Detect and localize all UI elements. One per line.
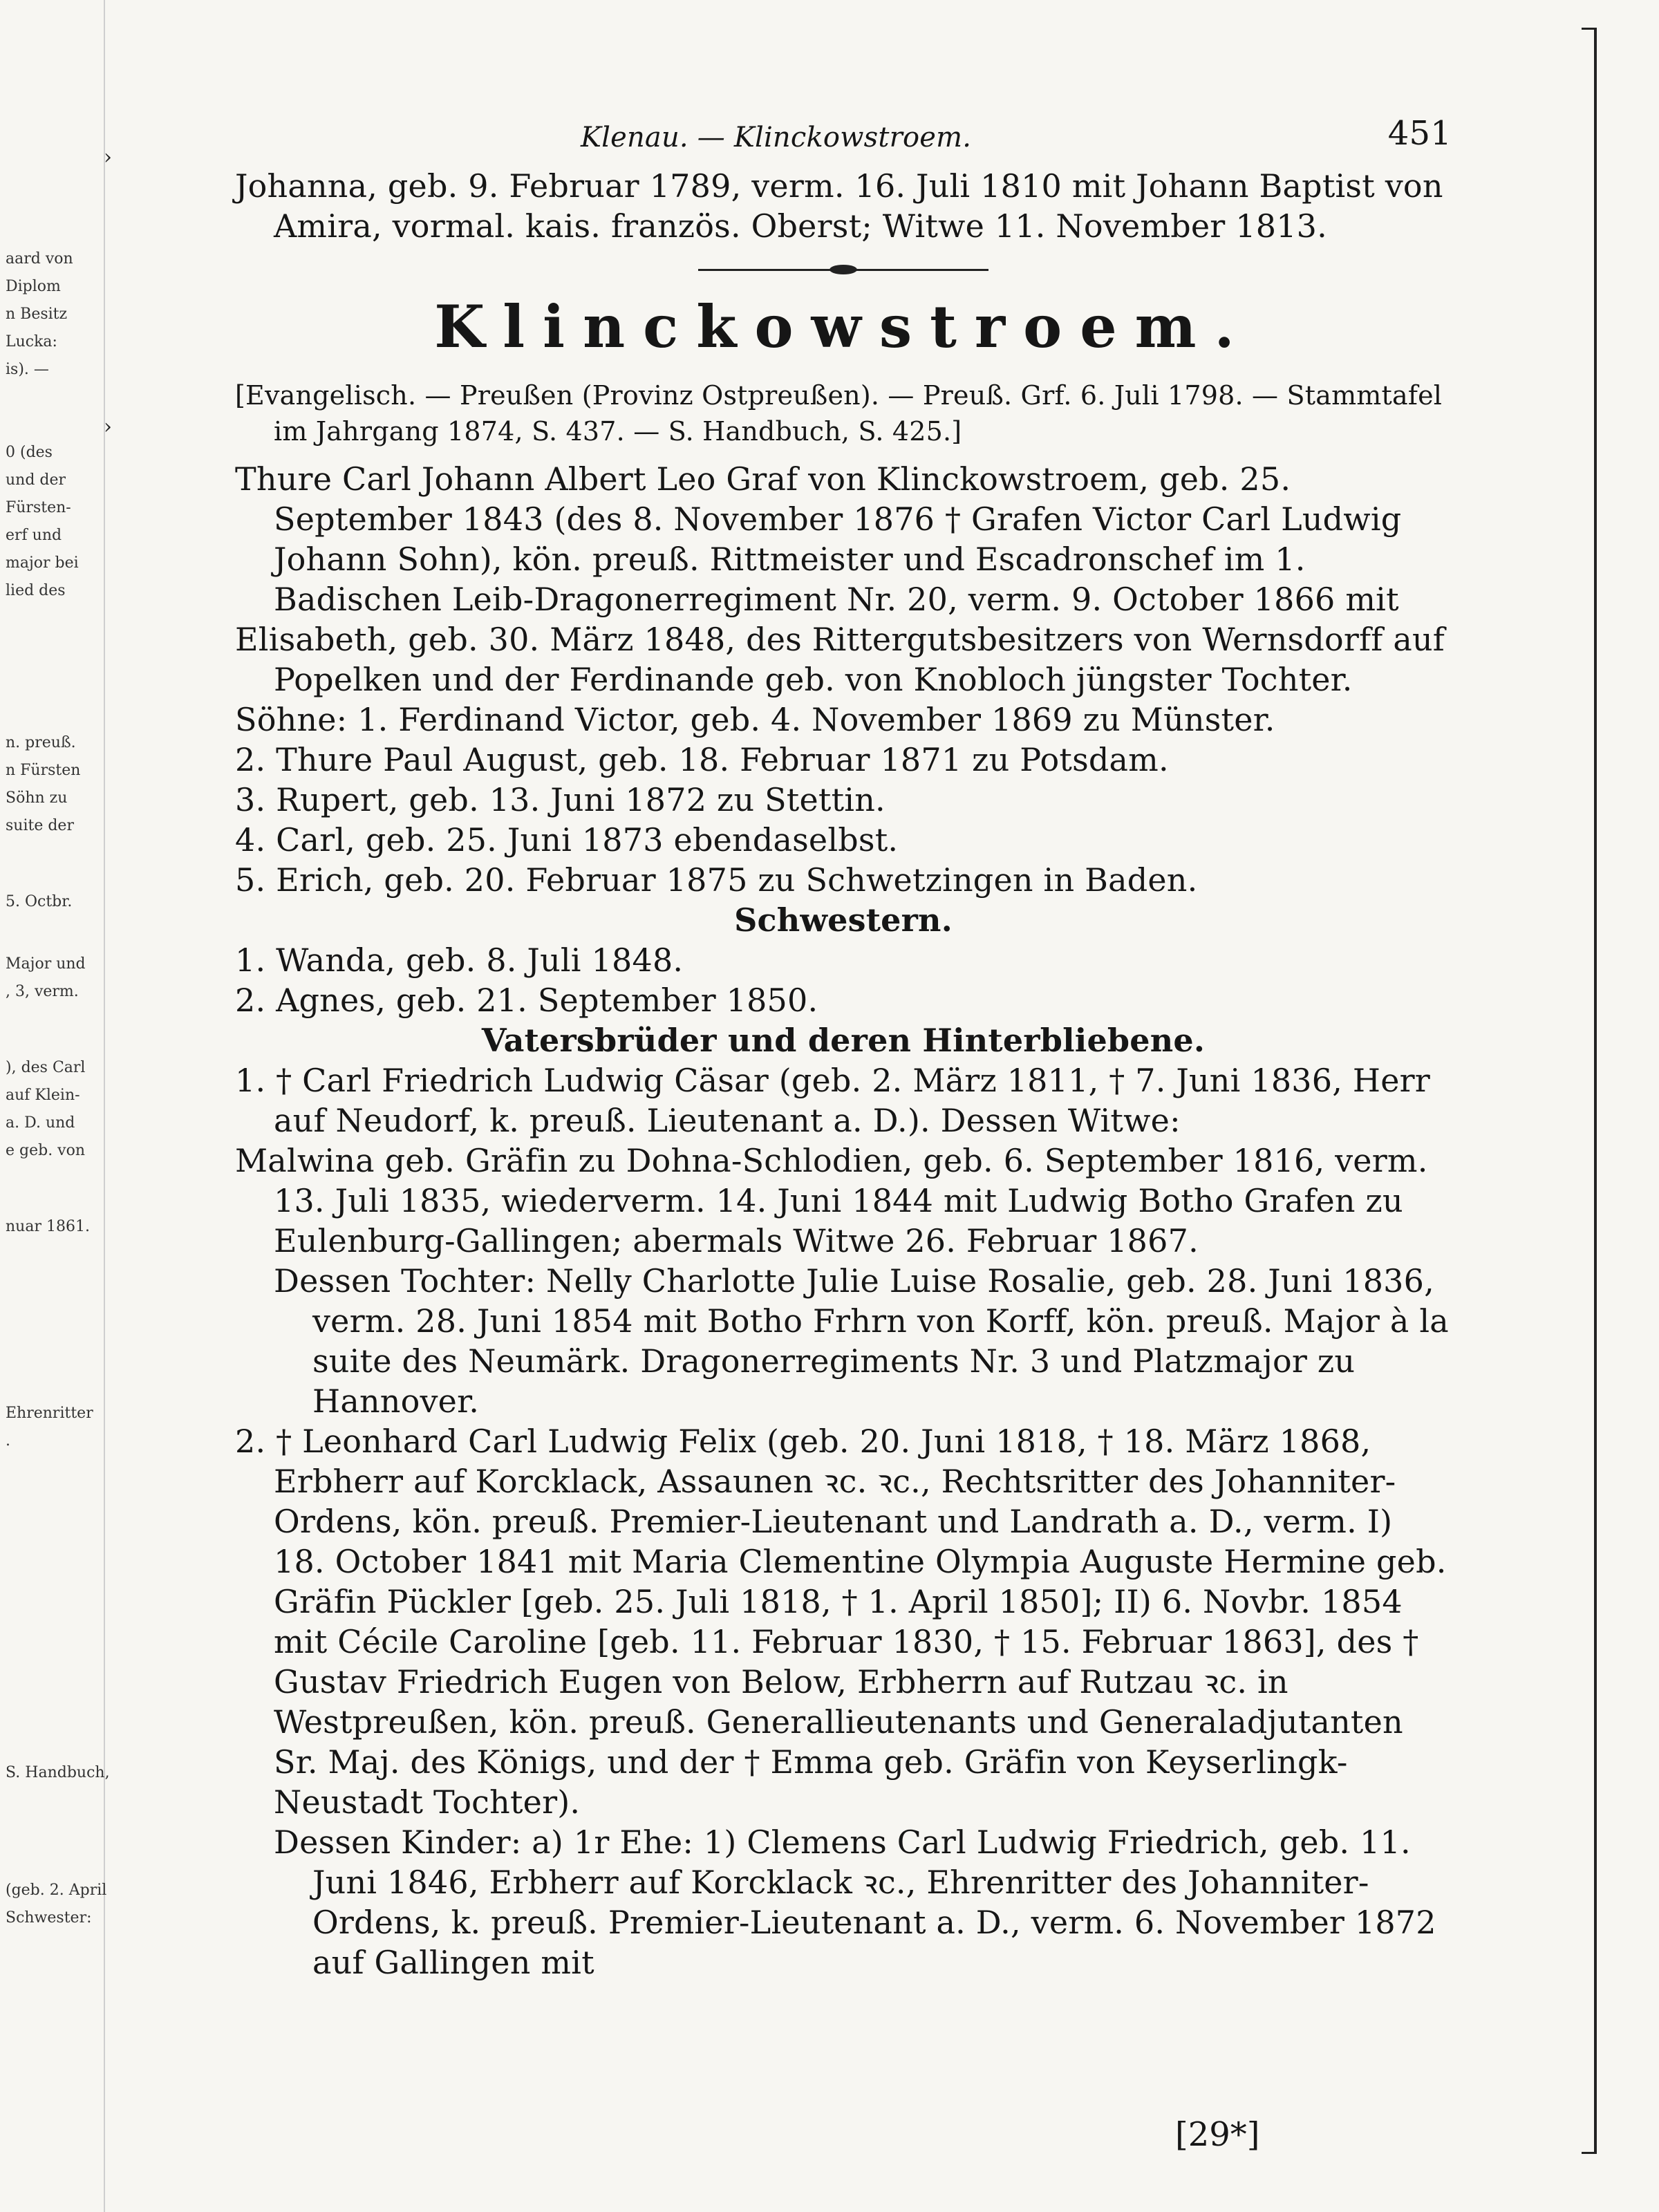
- strip-text: major bei: [6, 554, 79, 572]
- strip-text: 5. Octbr.: [6, 893, 73, 910]
- strip-text: (geb. 2. April: [6, 1882, 107, 1899]
- adjacent-page-strip: [0, 0, 110, 2212]
- strip-text: is). —: [6, 361, 49, 378]
- list-item: 3. Rupert, geb. 13. Juni 1872 zu Stettin.: [235, 781, 885, 818]
- sons-list: [235, 700, 1452, 900]
- page-number: 451: [1387, 114, 1452, 153]
- strip-text: Ehrenritter: [6, 1405, 93, 1422]
- margin-mark: ›: [104, 415, 112, 439]
- uncle-2-children-entry: Dessen Kinder: a) 1r Ehe: 1) Clemens Carl Ludwig Friedrich, geb. 11. Juni 1846, Erbherr auf Korcklack ꝛc., Ehrenritter des Johanniter-Ordens, k. preuß. Premier-Lieutenant a. D., verm. 6. November 1872 auf Gallingen mit: [274, 1824, 1436, 1981]
- uncle-1-widow-entry: Malwina geb. Gräfin zu Dohna-Schlodien, geb. 6. September 1816, verm. 13. Juli 1835, wiederverm. 14. Juni 1844 mit Ludwig Botho Grafen zu Eulenburg-Gallingen; abermals Witwe 26. Februar 1867.: [235, 1142, 1428, 1259]
- book-page: [235, 114, 1452, 1983]
- strip-text: S. Handbuch,: [6, 1764, 110, 1781]
- running-head: Klenau. — Klinckowstroem.: [581, 122, 972, 153]
- strip-text: erf und: [6, 527, 62, 544]
- page-header: [235, 114, 1452, 166]
- family-meta: [Evangelisch. — Preußen (Provinz Ostpreußen). — Preuß. Grf. 6. Juli 1798. — Stammtafel im Jahrgang 1874, S. 437. — S. Handbuch, S. 425.]: [235, 380, 1443, 447]
- list-item: 2. Agnes, geb. 21. September 1850.: [235, 982, 818, 1019]
- list-item: 2. Thure Paul August, geb. 18. Februar 1871 zu Potsdam.: [235, 741, 1169, 778]
- strip-text: Schwester:: [6, 1909, 92, 1927]
- margin-mark: ›: [104, 145, 112, 169]
- list-item: 1. Wanda, geb. 8. Juli 1848.: [235, 941, 684, 979]
- strip-text: Diplom: [6, 278, 61, 295]
- head-of-family-entry: Thure Carl Johann Albert Leo Graf von Klinckowstroem, geb. 25. September 1843 (des 8. November 1876 † Grafen Victor Carl Ludwig Johann Sohn), kön. preuß. Rittmeister und Escadronschef im 1. Badischen Leib-Dragonerregiment Nr. 20, verm. 9. October 1866 mit: [235, 460, 1402, 618]
- list-item: 4. Carl, geb. 25. Juni 1873 ebendaselbst.: [235, 821, 899, 859]
- strip-text: ), des Carl: [6, 1059, 86, 1076]
- section-ornament: [698, 264, 988, 275]
- strip-text: Fürsten-: [6, 499, 71, 516]
- list-item: Söhne: 1. Ferdinand Victor, geb. 4. November 1869 zu Münster.: [235, 701, 1275, 738]
- strip-text: n Fürsten: [6, 762, 81, 779]
- uncle-1-daughter-entry: Dessen Tochter: Nelly Charlotte Julie Luise Rosalie, geb. 28. Juni 1836, verm. 28. Juni 1854 mit Botho Frhrn von Korff, kön. preuß. Major à la suite des Neumärk. Dragonerregiments Nr. 3 und Platzmajor zu Hannover.: [274, 1262, 1449, 1420]
- strip-text: n Besitz: [6, 306, 68, 323]
- uncle-2-entry: 2. † Leonhard Carl Ludwig Felix (geb. 20. Juni 1818, † 18. März 1868, Erbherr auf Korcklack, Assaunen ꝛc. ꝛc., Rechtsritter des Johanniter-Ordens, kön. preuß. Premier-Lieutenant und Landrath a. D., verm. I) 18. October 1841 mit Maria Clementine Olympia Auguste Hermine geb. Gräfin Pückler [geb. 25. Juli 1818, † 1. April 1850]; II) 6. Novbr. 1854 mit Cécile Caroline [geb. 11. Februar 1830, † 15. Februar 1863], des † Gustav Friedrich Eugen von Below, Erbherrn auf Rutzau ꝛc. in Westpreußen, kön. preuß. Generallieutenants und Generaladjutanten Sr. Maj. des Königs, und der † Emma geb. Gräfin von Keyserlingk-Neustadt Tochter).: [235, 1423, 1447, 1821]
- page-edge-bracket: [1582, 28, 1597, 2154]
- strip-text: auf Klein-: [6, 1087, 80, 1104]
- strip-text: n. preuß.: [6, 734, 76, 751]
- strip-text: lied des: [6, 582, 66, 599]
- strip-text: nuar 1861.: [6, 1218, 90, 1235]
- strip-text: a. D. und: [6, 1114, 75, 1132]
- intro-paragraph: Johanna, geb. 9. Februar 1789, verm. 16. Juli 1810 mit Johann Baptist von Amira, vormal. kais. französ. Oberst; Witwe 11. November 1813.: [235, 167, 1443, 245]
- strip-text: 0 (des: [6, 444, 53, 461]
- strip-text: suite der: [6, 817, 74, 834]
- spouse-entry: Elisabeth, geb. 30. März 1848, des Rittergutsbesitzers von Wernsdorff auf Popelken und der Ferdinande geb. von Knobloch jüngster Tochter.: [235, 621, 1445, 698]
- signature-mark: [29*]: [1175, 2115, 1260, 2154]
- sisters-heading: Schwestern.: [734, 901, 953, 939]
- strip-text: Major und: [6, 955, 86, 973]
- strip-text: und der: [6, 471, 66, 489]
- uncles-heading: Vatersbrüder und deren Hinterbliebene.: [481, 1022, 1206, 1059]
- family-title: Klinckowstroem.: [434, 292, 1253, 361]
- strip-text: , 3, verm.: [6, 983, 79, 1000]
- strip-text: aard von: [6, 250, 73, 268]
- strip-text: Lucka:: [6, 333, 57, 350]
- list-item: 5. Erich, geb. 20. Februar 1875 zu Schwetzingen in Baden.: [235, 861, 1198, 899]
- sisters-list: [235, 940, 1452, 1020]
- strip-text: Söhn zu: [6, 789, 68, 807]
- strip-text: e geb. von: [6, 1142, 86, 1159]
- uncle-1-entry: 1. † Carl Friedrich Ludwig Cäsar (geb. 2. März 1811, † 7. Juni 1836, Herr auf Neudorf, k. preuß. Lieutenant a. D.). Dessen Witwe:: [235, 1062, 1430, 1139]
- strip-text: .: [6, 1432, 10, 1450]
